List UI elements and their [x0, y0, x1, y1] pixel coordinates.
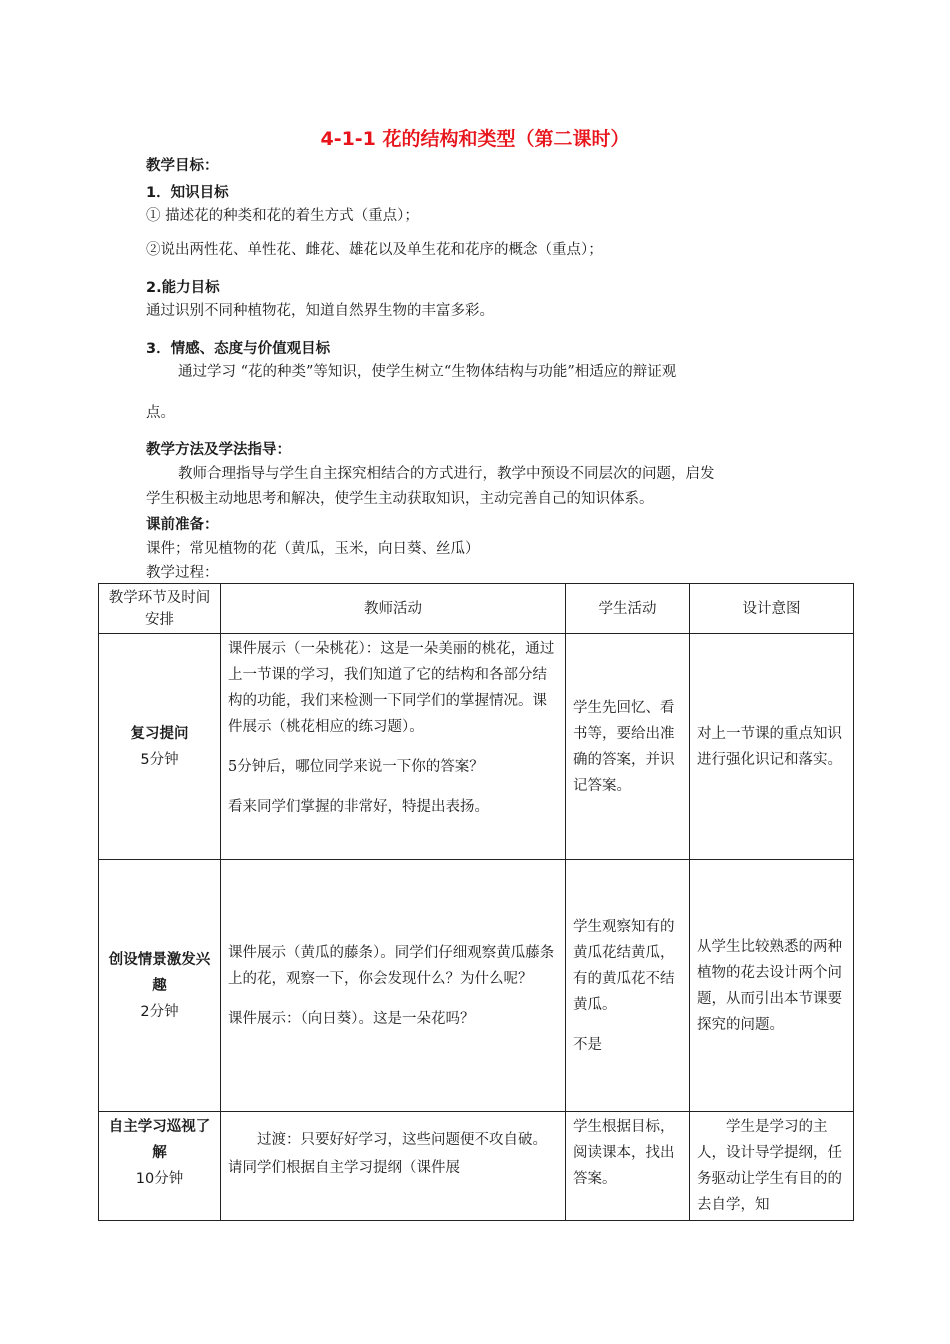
knowledge-item-2: ②说出两性花、单性花、雌花、雄花以及单生花和花序的概念（重点）； [146, 242, 603, 258]
emotion-text-line1: 通过学习 “花的种类”等知识，使学生树立“生物体结构与功能”相适应的辩证观 [178, 364, 677, 380]
student-text: 学生观察知有的黄瓜花结黄瓜，有的黄瓜花不结黄瓜。 [573, 918, 675, 1013]
table-row [99, 1112, 854, 1221]
teaching-process-table [98, 583, 854, 1221]
header-student: 学生活动 [566, 584, 690, 634]
teacher-text: 课件展示（黄瓜的藤条）。同学们仔细观察黄瓜藤条上的花，观察一下，你会发现什么？为什么呢？ [228, 944, 555, 987]
stage-cell [99, 860, 221, 1112]
stage-time: 5分钟 [140, 751, 179, 768]
preparation-heading: 课前准备： [146, 517, 219, 533]
stage-time: 2分钟 [140, 1003, 179, 1020]
header-teacher: 教师活动 [221, 584, 566, 634]
student-text: 不是 [573, 1036, 602, 1053]
teacher-text: 5分钟后，哪位同学来说一下你的答案？ [228, 759, 484, 775]
emotion-text-line2: 点。 [146, 405, 175, 421]
preparation-text: 课件；常见植物的花（黄瓜，玉米，向日葵、丝瓜） [146, 541, 480, 557]
header-stage: 教学环节及时间安排 [99, 584, 221, 634]
table-row [99, 860, 854, 1112]
intent-text: 从学生比较熟悉的两种植物的花去设计两个问题，从而引出本节课要探究的问题。 [697, 938, 842, 1033]
stage-label: 复习提问 [130, 725, 189, 742]
teacher-text: 过渡：只要好好学习，这些问题便不攻自破。请同学们根据自主学习提纲（课件展 [228, 1132, 547, 1176]
student-text: 学生先回忆、看书等，要给出准确的答案，并识记答案。 [573, 699, 675, 794]
process-label: 教学过程： [146, 565, 219, 581]
teacher-text: 看来同学们掌握的非常好，特提出表扬。 [228, 799, 489, 815]
table-row [99, 634, 854, 860]
knowledge-item-1: ① 描述花的种类和花的着生方式（重点）； [146, 208, 419, 224]
stage-label: 创设情景激发兴趣 [108, 951, 211, 994]
stage-cell [99, 634, 221, 860]
teacher-cell [221, 860, 566, 1112]
intent-cell [690, 1112, 854, 1221]
student-text: 学生根据目标，阅读课本，找出答案。 [573, 1119, 675, 1187]
page-title: 4-1-1 花的结构和类型（第二课时） [320, 128, 630, 150]
table-header-row [99, 584, 854, 634]
emotion-heading: 3．情感、态度与价值观目标 [146, 341, 331, 357]
teacher-cell [221, 1112, 566, 1221]
stage-cell [99, 1112, 221, 1221]
student-cell [566, 1112, 690, 1221]
intent-text: 对上一节课的重点知识进行强化识记和落实。 [697, 725, 842, 768]
knowledge-heading: 1．知识目标 [146, 185, 229, 201]
stage-label: 自主学习巡视了解 [108, 1119, 211, 1161]
intent-text: 学生是学习的主人，设计导学提纲，任务驱动让学生有目的的去自学，知 [697, 1119, 842, 1213]
stage-time: 10分钟 [135, 1171, 184, 1187]
methods-heading: 教学方法及学法指导： [146, 442, 291, 458]
header-intent: 设计意图 [690, 584, 854, 634]
intent-cell [690, 634, 854, 860]
teacher-cell [221, 634, 566, 860]
intent-cell [690, 860, 854, 1112]
methods-line2: 学生积极主动地思考和解决，使学生主动获取知识，主动完善自己的知识体系。 [146, 491, 654, 507]
methods-line1: 教师合理指导与学生自主探究相结合的方式进行，教学中预设不同层次的问题，启发 [178, 466, 715, 482]
objectives-heading: 教学目标： [146, 158, 219, 174]
ability-text: 通过识别不同种植物花，知道自然界生物的丰富多彩。 [146, 303, 494, 319]
student-cell [566, 634, 690, 860]
teacher-text: 课件展示：（向日葵）。这是一朵花吗？ [228, 1010, 475, 1027]
ability-heading: 2.能力目标 [146, 280, 220, 296]
teacher-text: 课件展示（一朵桃花）：这是一朵美丽的桃花，通过上一节课的学习，我们知道了它的结构和各部分结构的功能，我们来检测一下同学们的掌握情况。课件展示（桃花相应的练习题）。 [228, 641, 555, 735]
student-cell [566, 860, 690, 1112]
